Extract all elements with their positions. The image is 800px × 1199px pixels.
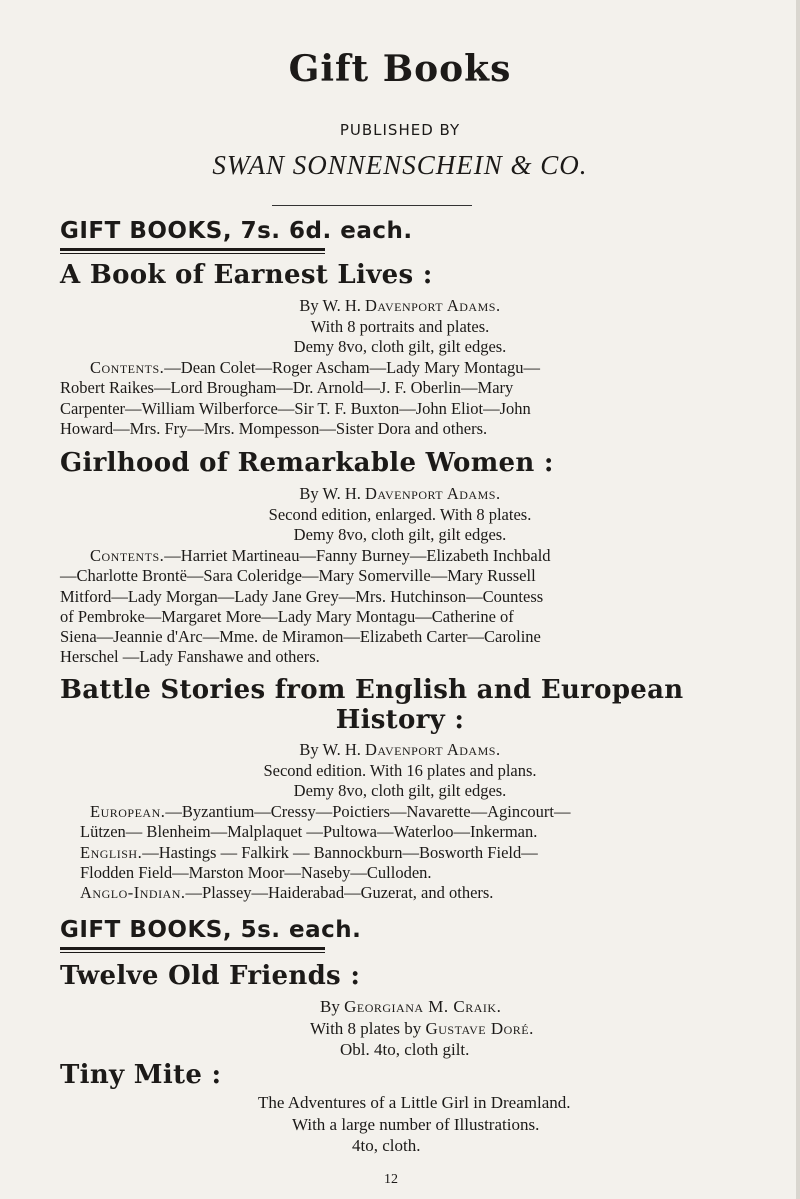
book-byline: [0, 296, 800, 358]
contents-line: —Plassey—Haiderabad—Guzerat, and others.: [185, 883, 494, 903]
contents-line: Robert Raikes—Lord Brougham—Dr. Arnold—J. F. Oberlin—Mary: [60, 378, 514, 398]
book-title-battle-stories-cont: History :: [335, 705, 465, 735]
book-detail: Demy 8vo, cloth gilt, gilt edges.: [293, 525, 507, 544]
book-detail: With a large number of Illustrations.: [292, 1114, 540, 1134]
contents-line: Carpenter—William Wilberforce—Sir T. F. Buxton—John Eliot—John: [60, 398, 531, 418]
book-byline: [0, 484, 800, 546]
book-byline: [310, 996, 800, 1061]
contents-line: Herschel —Lady Fanshawe and others.: [60, 647, 320, 667]
contents-line: —Dean Colet—Roger Ascham—Lady Mary Montagu—: [164, 358, 541, 377]
book-detail: Second edition. With 16 plates and plans.: [263, 760, 537, 780]
contents-line: of Pembroke—Margaret More—Lady Mary Montagu—Catherine of: [60, 606, 514, 626]
book-contents: [60, 802, 780, 903]
publisher-name: SWAN SONNENSCHEIN & CO.: [212, 150, 588, 180]
page-number: 12: [384, 1172, 398, 1187]
author-name: Davenport Adams.: [364, 484, 501, 503]
author-prefix: By: [320, 997, 340, 1016]
contents-line: —Hastings — Falkirk — Bannockburn—Bosworth Field—: [142, 842, 538, 862]
book-detail: Demy 8vo, cloth gilt, gilt edges.: [293, 781, 507, 800]
contents-line: Mitford—Lady Morgan—Lady Jane Grey—Mrs. Hutchinson—Countess: [60, 586, 544, 606]
book-detail: Second edition, enlarged. With 8 plates.: [268, 504, 532, 524]
anglo-indian-label: Anglo-Indian.: [80, 883, 186, 903]
author-prefix: By W. H.: [299, 296, 361, 315]
book-format: 4to, cloth.: [352, 1136, 421, 1155]
book-detail: With 8 portraits and plates.: [310, 316, 490, 336]
published-by-label: PUBLISHED BY: [339, 121, 461, 139]
contents-label: Contents.: [90, 546, 165, 565]
book-title-battle-stories: Battle Stories from English and European: [60, 675, 684, 705]
author-name: Davenport Adams.: [364, 740, 501, 759]
contents-line: Howard—Mrs. Fry—Mrs. Mompesson—Sister Dora and others.: [60, 418, 488, 438]
contents-line: Flodden Field—Marston Moor—Naseby—Culloden.: [80, 862, 432, 882]
book-title-girlhood: Girlhood of Remarkable Women :: [60, 448, 554, 478]
book-description: [258, 1092, 758, 1157]
contents-line: Lützen— Blenheim—Malplaquet —Pultowa—Waterloo—Inkerman.: [80, 822, 538, 842]
contents-line: Siena—Jeannie d'Arc—Mme. de Miramon—Elizabeth Carter—Caroline: [60, 627, 541, 647]
book-title-twelve-old-friends: Twelve Old Friends :: [60, 961, 361, 991]
book-byline: [0, 740, 800, 802]
book-format: Obl. 4to, cloth gilt.: [340, 1040, 470, 1059]
book-title-tiny-mite: Tiny Mite :: [60, 1060, 222, 1090]
contents-label: Contents.: [90, 358, 165, 377]
book-title-earnest-lives: A Book of Earnest Lives :: [60, 260, 433, 290]
contents-line: —Byzantium—Cressy—Poictiers—Navarette—Agincourt—: [165, 802, 571, 821]
plates-prefix: With 8 plates by: [310, 1018, 422, 1038]
european-label: European.: [90, 802, 166, 821]
section-underline: [60, 947, 325, 953]
book-contents: [60, 546, 780, 668]
section-underline: [60, 248, 325, 254]
author-name: Davenport Adams.: [364, 296, 501, 315]
author-prefix: By W. H.: [299, 484, 361, 503]
book-contents: [60, 358, 780, 439]
catalogue-heading: Gift Books: [288, 48, 512, 90]
section-heading-5s: GIFT BOOKS, 5s. each.: [60, 917, 362, 943]
contents-line: —Harriet Martineau—Fanny Burney—Elizabeth Inchbald: [164, 546, 551, 565]
author-name: Georgiana M. Craik.: [344, 997, 502, 1016]
english-label: English.: [80, 842, 143, 862]
book-detail: The Adventures of a Little Girl in Dreamland.: [258, 1093, 571, 1112]
contents-line: —Charlotte Brontë—Sara Coleridge—Mary Somerville—Mary Russell: [60, 566, 536, 586]
book-detail: Demy 8vo, cloth gilt, gilt edges.: [293, 337, 507, 356]
section-heading-7s6d: GIFT BOOKS, 7s. 6d. each.: [60, 218, 413, 244]
header-divider: [272, 205, 472, 206]
illustrator-name: Gustave Doré.: [425, 1018, 534, 1038]
author-prefix: By W. H.: [299, 740, 361, 759]
